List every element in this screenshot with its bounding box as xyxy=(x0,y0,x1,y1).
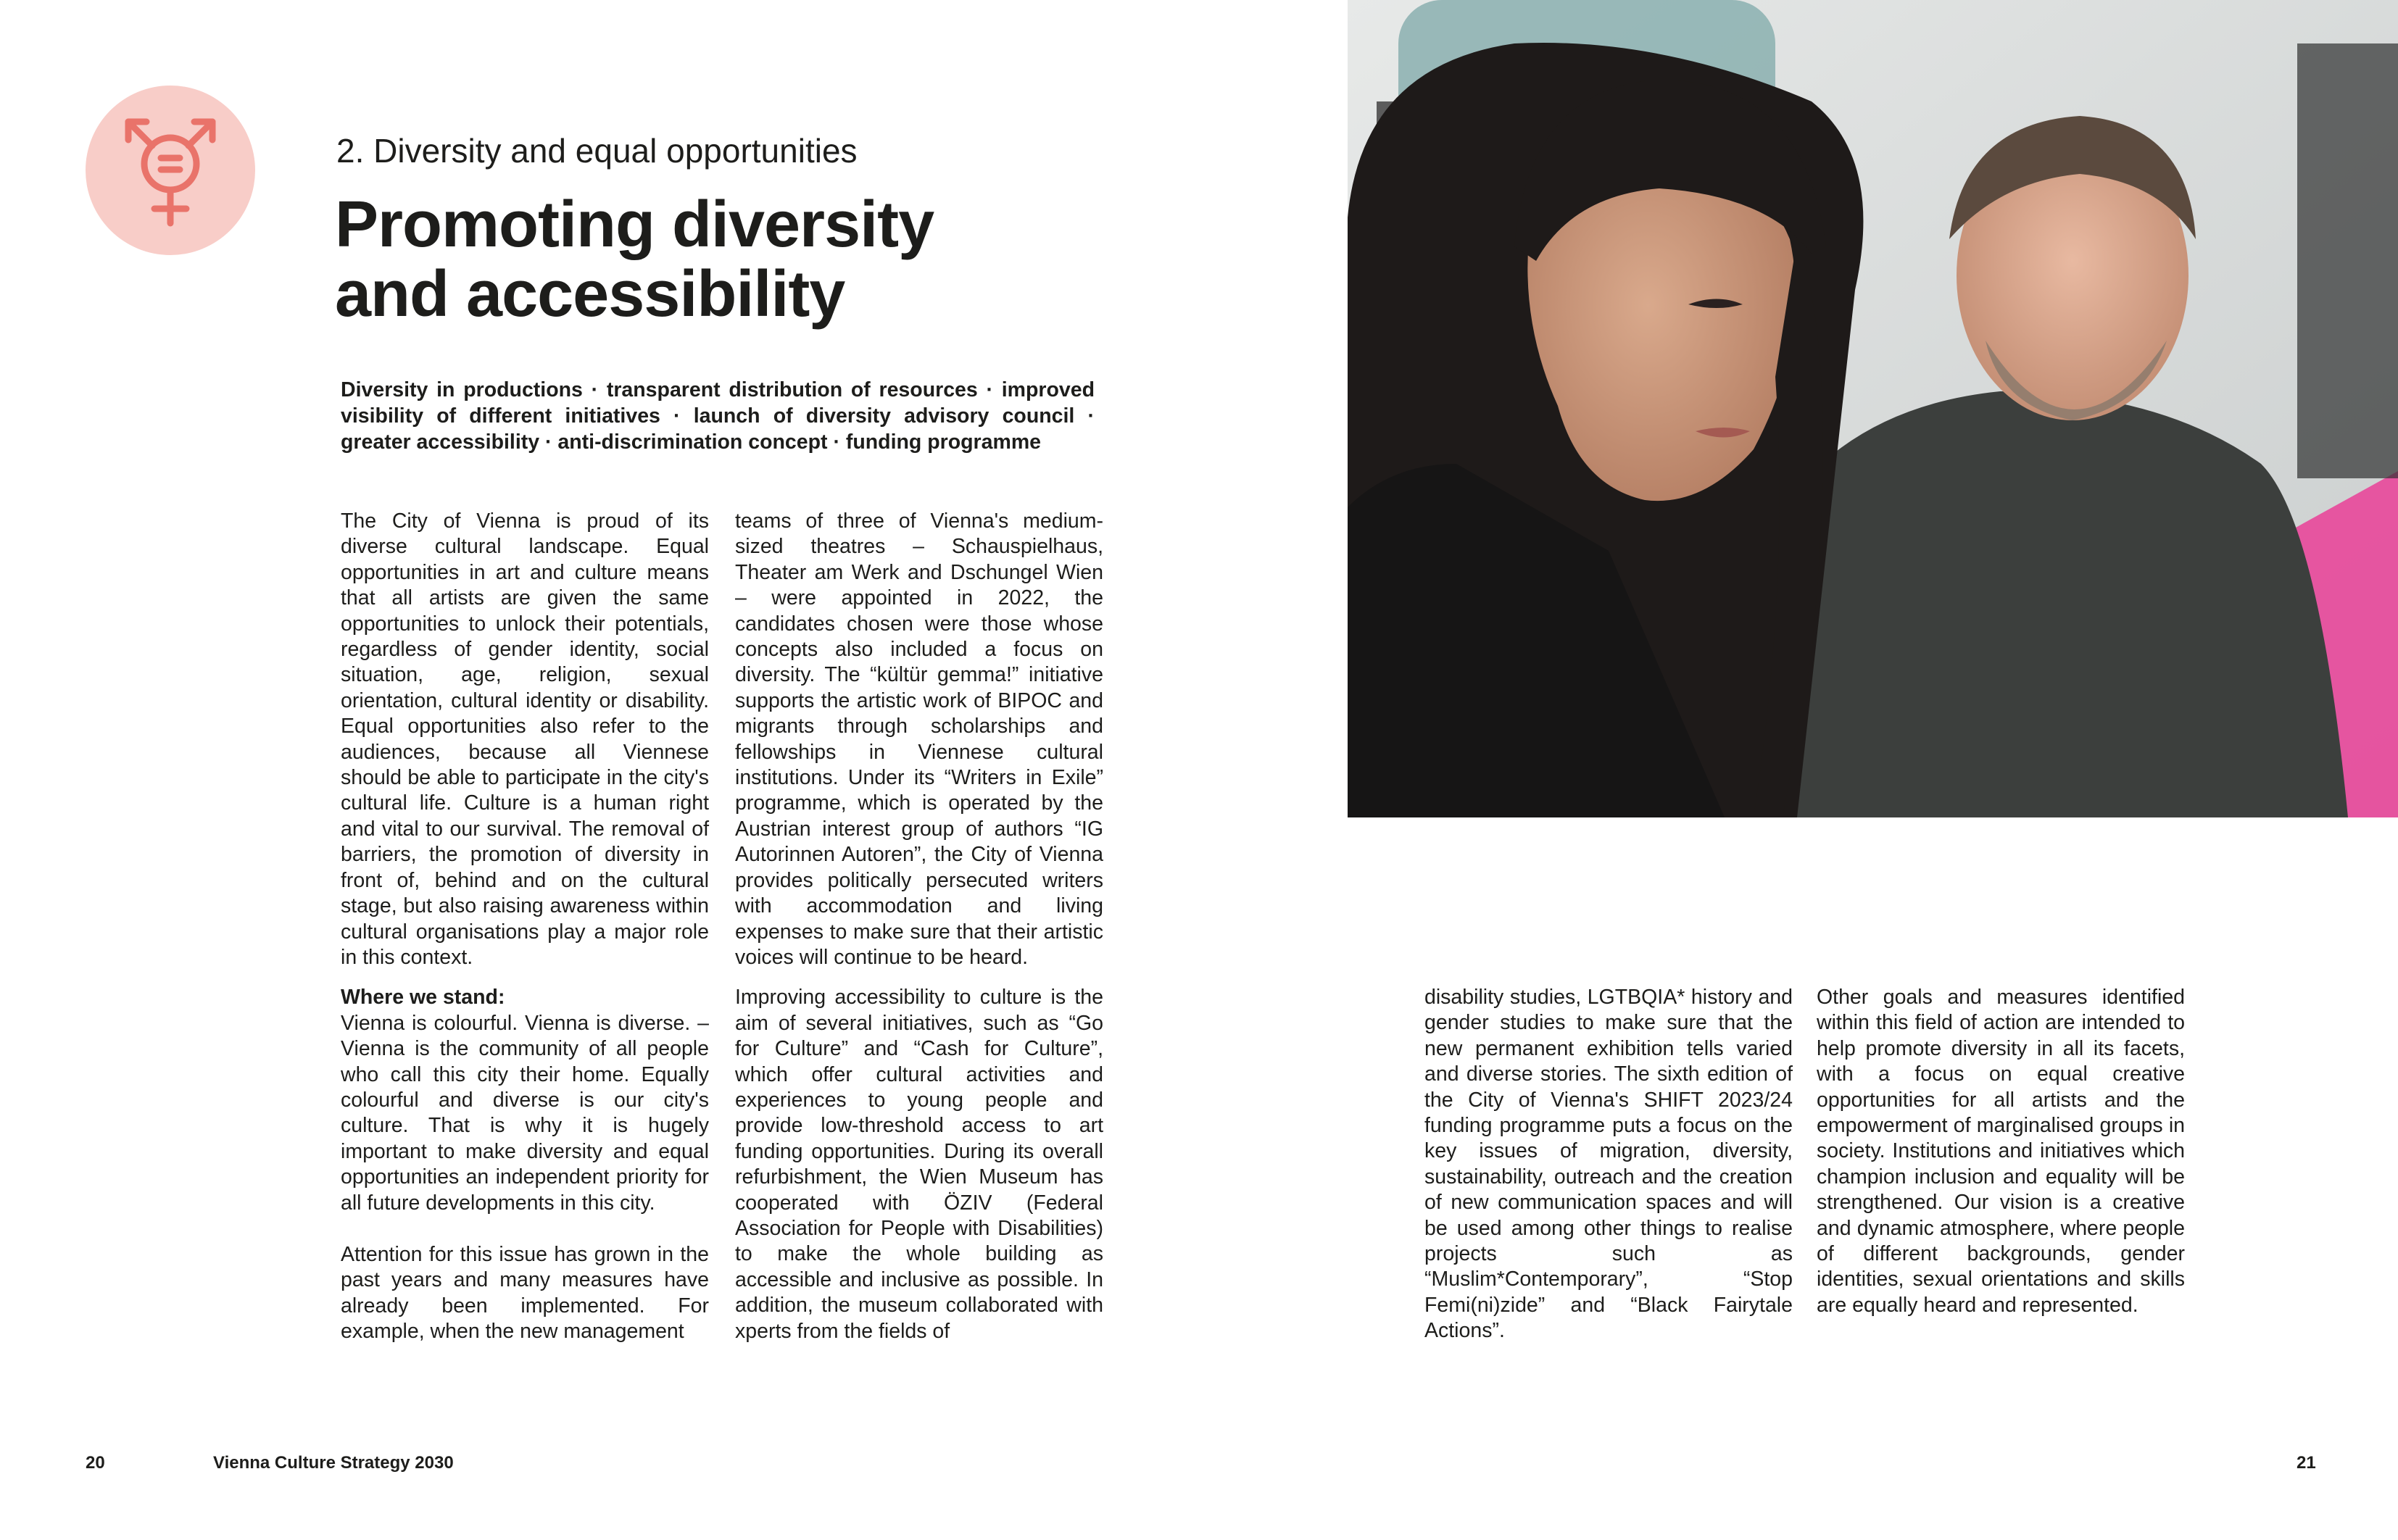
attention-paragraph: Attention for this issue has grown in the past years and many measures have already been implemented. For example, when the new management xyxy=(341,1242,709,1344)
goals-paragraph: Other goals and measures identified within this field of action are intended to help promote diversity in all its facets, with a focus on equal creative opportunities for all artists and the empowerment of marginalised groups in society. Institutions and initiatives which champion inclusion and equality will be strengthened. Our vision is a creative and dynamic atmosphere, where people of different backgrounds, gender identities, sexual orientations and skills are equally heard and represented. xyxy=(1817,986,2185,1317)
accessibility-paragraph: Improving accessibility to culture is the aim of several initiatives, such as “Go for Culture” and “Cash for Culture”, which offer cultural activities and experiences to young people and provide low-threshold access to art funding opportunities. During its overall refurbishment, the Wien Museum has cooperated with ÖZIV (Federal Association for People with Disabilities) to make the whole building as accessible and inclusive as possible. In addition, the museum collaborated with xperts from the fields of xyxy=(735,986,1103,1343)
text-column-1 xyxy=(341,509,709,1345)
section-icon-badge xyxy=(86,86,255,255)
photo-illustration xyxy=(1348,0,2398,817)
page-number-left: 20 xyxy=(86,1453,105,1473)
page-title xyxy=(335,190,1002,329)
gender-equality-icon xyxy=(86,86,255,255)
title-line-1: Promoting diversity xyxy=(335,188,934,261)
intro-paragraph: The City of Vienna is proud of its diverse cultural landscape. Equal opportunities in art and culture means that all artists are given the same opportunities to unlock their potentials, regardless of gender identity, social situation, age, religion, sexual orientation, cultural identity or disability. Equal opportunities also refer to the audiences, because all Viennese should be able to participate in the city's cultural life. Culture is a human right and vital to our survival. The removal of barriers, the promotion of diversity in front of, behind and on the cultural stage, but also raising awareness within cultural organisations play a major role in this context. xyxy=(341,509,709,969)
workshop-photo xyxy=(1348,0,2398,817)
section-kicker: 2. Diversity and equal opportunities xyxy=(336,132,858,170)
where-we-stand-text: Vienna is colourful. Vienna is diverse. – Vienna is the community of all people who call this city their home. Equally colourful and diverse is our city's culture. That is why it is hugely important to make diversity and equal opportunities an independent priority for all future developments in this city. xyxy=(341,1011,709,1215)
where-we-stand-paragraph xyxy=(341,985,709,1216)
keywords-tagline: Diversity in productions · transparent distribution of resources · improved visibility of different initiatives · launch of diversity advisory council · greater accessibility · anti-discrimination concept · funding programme xyxy=(341,378,1095,454)
theatre-paragraph: teams of three of Vienna's medium-sized theatres – Schauspielhaus, Theater am Werk and Dschungel Wien – were appointed in 2022, the candidates chosen were those whose concepts also included a focus on diversity. The “kültür gemma!” initiative supports the artistic work of BIPOC and migrants through scholarships and fellowships in Viennese cultural institutions. Under its “Writers in Exile” programme, which is operated by the Austrian interest group of authors “IG Autorinnen Autoren”, the City of Vienna provides politically persecuted writers with accommodation and living expenses to make sure that their artistic voices will continue to be heard. xyxy=(735,509,1103,969)
text-column-2 xyxy=(735,509,1103,1344)
publication-title: Vienna Culture Strategy 2030 xyxy=(213,1453,454,1473)
text-column-4 xyxy=(1817,985,2185,1318)
title-line-2: and accessibility xyxy=(335,258,845,330)
page-number-right: 21 xyxy=(2297,1453,2316,1473)
text-column-3 xyxy=(1424,985,1793,1344)
exhibition-paragraph: disability studies, LGTBQIA* history and gender studies to make sure that the new permanent exhibition tells varied and diverse stories. The sixth edition of the City of Vienna's SHIFT 2023/24 funding programme puts a focus on the key issues of migration, diversity, sustainability, outreach and the creation of new communication spaces and will be used among other things to realise projects such as “Muslim*Contemporary”, “Stop Femi(ni)zide” and “Black Fairytale Actions”. xyxy=(1424,986,1793,1343)
where-we-stand-heading: Where we stand: xyxy=(341,986,505,1010)
